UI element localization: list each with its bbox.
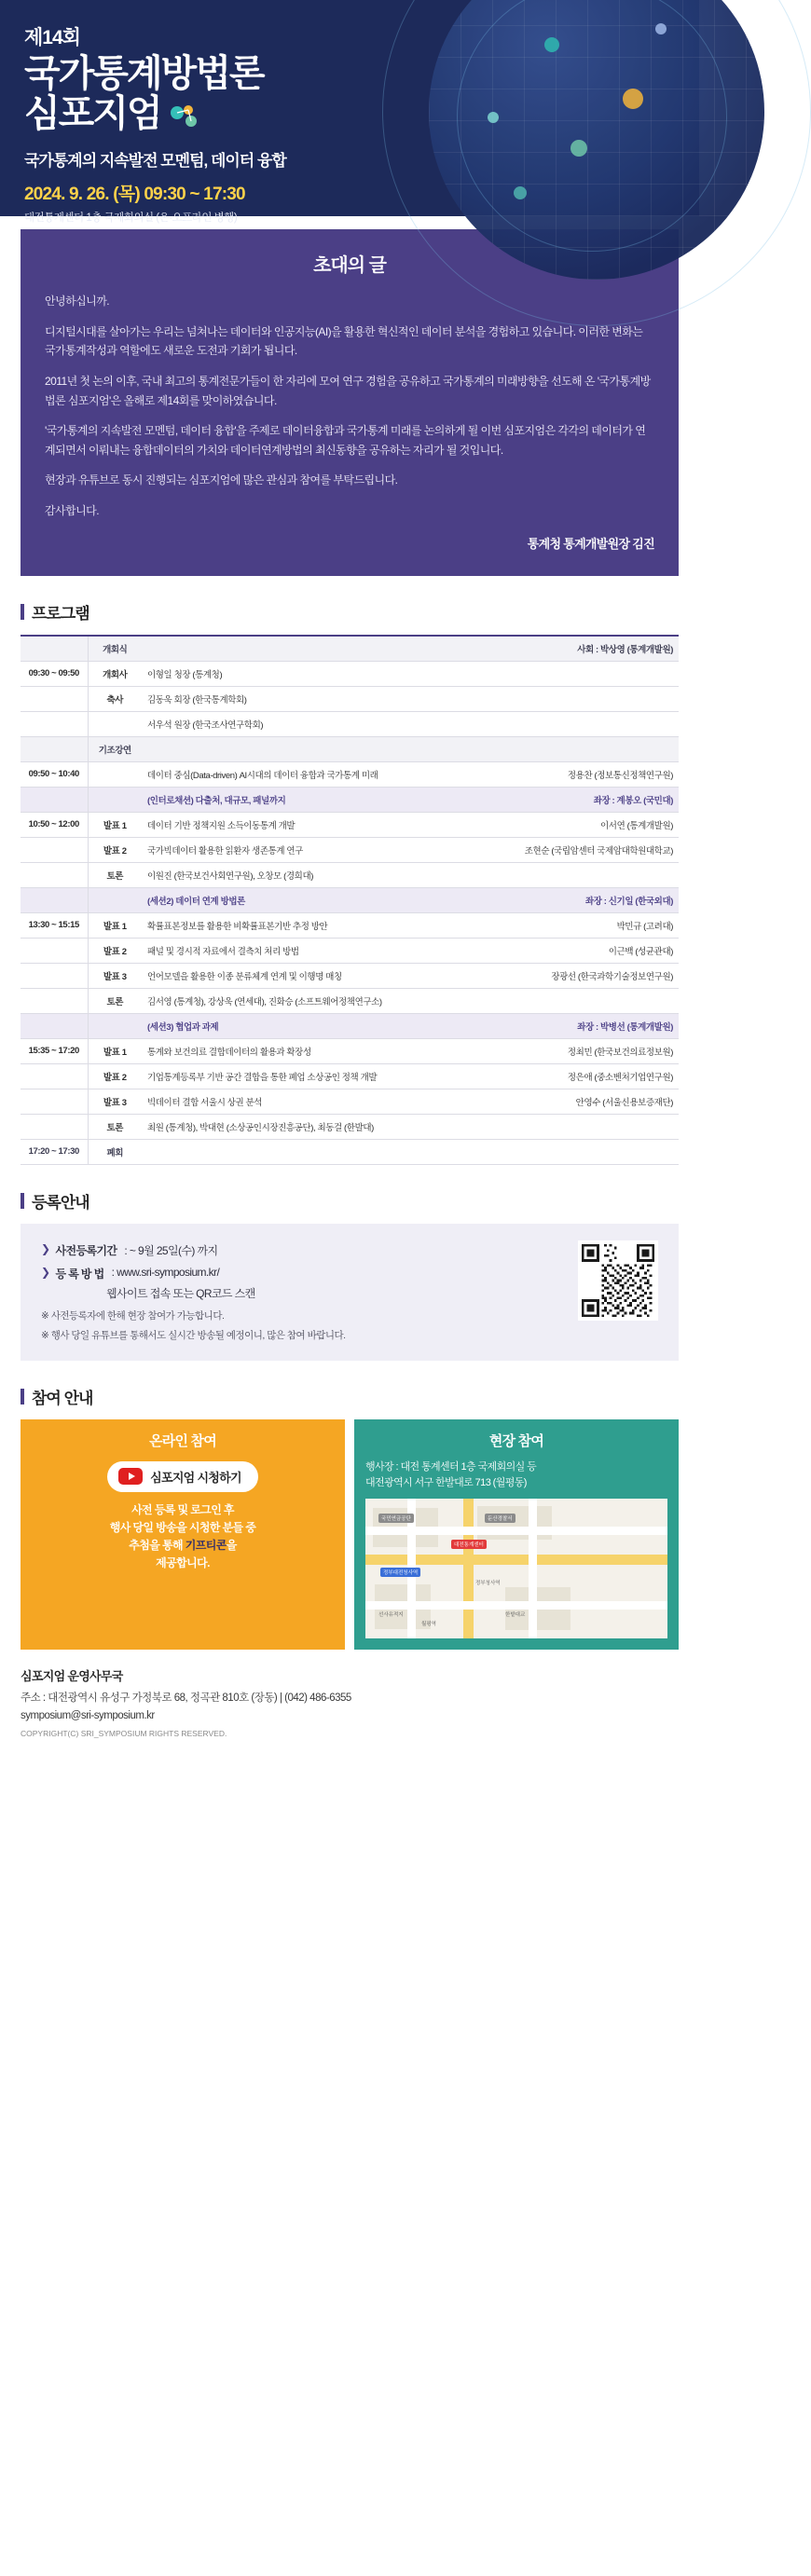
- chevron-right-icon: ❯: [41, 1241, 50, 1255]
- registration-note-2: ※ 행사 당일 유튜브를 통해서도 실시간 방송될 예정이니, 많은 참여 바랍니다.: [41, 1329, 346, 1341]
- program-time: [21, 988, 88, 1013]
- program-time: [21, 711, 88, 736]
- online-desc-line2: 행사 당일 방송을 시청한 분들 중: [109, 1520, 256, 1534]
- map-pin-venue: 대전통계센터: [451, 1540, 487, 1549]
- table-row: [21, 1038, 679, 1063]
- program-time: [21, 1089, 88, 1114]
- registration-period-line: [41, 1242, 658, 1258]
- registration-method-line2: [41, 1285, 658, 1301]
- program-tag: [88, 887, 142, 912]
- section-accent-bar: [21, 1193, 24, 1209]
- online-desc-line3: [34, 1537, 332, 1555]
- program-tag: [88, 1013, 142, 1038]
- qr-code-image: [582, 1244, 654, 1317]
- table-row: [21, 1114, 679, 1139]
- program-time: [21, 862, 88, 887]
- table-row: [21, 787, 679, 812]
- hero-banner: [0, 0, 699, 225]
- program-tag: 발표 2: [88, 1063, 142, 1089]
- table-row: [21, 812, 679, 837]
- program-time: 10:50 ~ 12:00: [21, 812, 88, 837]
- online-desc-line1: 사전 등록 및 로그인 후: [131, 1502, 234, 1516]
- program-title-text: 프로그램: [32, 604, 89, 623]
- poster-title-line1: 국가통계방법론: [24, 53, 264, 94]
- program-time: [21, 1013, 88, 1038]
- footer-copyright: COPYRIGHT(C) SRI_SYMPOSIUM RIGHTS RESERVED.: [21, 1728, 227, 1738]
- program-body: 기업통계등록부 기반 공간 결합을 통한 폐업 소상공인 정책 개발: [142, 1063, 506, 1089]
- chevron-right-icon: ❯: [41, 1265, 50, 1279]
- program-speaker: 장광선 (한국과학기술정보연구원): [506, 963, 679, 988]
- gifticon-highlight: 기프티콘: [185, 1539, 227, 1552]
- onsite-address-line1: 행사장 : 대전 통계센터 1층 국제회의실 등: [365, 1460, 537, 1473]
- program-speaker: 정은애 (중소벤처기업연구원): [506, 1063, 679, 1089]
- program-tag: 토론: [88, 862, 142, 887]
- invitation-paragraph: 감사합니다.: [45, 504, 99, 517]
- program-tag: 발표 2: [88, 938, 142, 963]
- program-time: [21, 938, 88, 963]
- table-row: [21, 1089, 679, 1114]
- table-row: [21, 736, 679, 761]
- program-speaker: 정최민 (한국보건의료정보원): [506, 1038, 679, 1063]
- participation-section-title: [21, 1385, 699, 1408]
- invitation-paragraph: 안녕하십니까.: [45, 295, 110, 308]
- table-row: [21, 887, 679, 912]
- program-tag: 축사: [88, 686, 142, 711]
- online-desc-line3-pre: 추첨을 통해: [129, 1539, 186, 1552]
- program-tag: 개회사: [88, 661, 142, 686]
- program-time: [21, 1114, 88, 1139]
- onsite-card-title: 현장 참여: [488, 1432, 544, 1449]
- program-body: 이형일 청장 (통계청): [142, 661, 506, 686]
- footer-address: 주소 : 대전광역시 유성구 가정북로 68, 정곡관 810호 (장동) | (042) 486-6355: [21, 1692, 351, 1704]
- program-body: 빅데이터 결합 서울시 상권 분석: [142, 1089, 506, 1114]
- program-time: [21, 637, 88, 662]
- program-tag: [88, 711, 142, 736]
- program-speaker: [506, 661, 679, 686]
- program-time: 13:30 ~ 15:15: [21, 912, 88, 938]
- program-speaker: [506, 686, 679, 711]
- participation-title-text: 참여 안내: [32, 1389, 93, 1407]
- table-row: [21, 988, 679, 1013]
- program-body: 서우석 원장 (한국조사연구학회): [142, 711, 506, 736]
- participation-cards: [21, 1419, 679, 1650]
- registration-method-line: [41, 1266, 658, 1281]
- section-accent-bar: [21, 1389, 24, 1404]
- registration-method-value2: 웹사이트 접속 또는 QR코드 스캔: [106, 1286, 255, 1300]
- program-body: 김서영 (통계청), 강상욱 (연세대), 진화승 (소프트웨어정책연구소): [142, 988, 506, 1013]
- edition-label: 제14회: [24, 27, 80, 48]
- program-body: (세션3) 협업과 과제: [142, 1013, 506, 1038]
- program-speaker: 조현순 (국립암센터 국제암대학원대학교): [506, 837, 679, 862]
- invitation-paragraph: '국가통계의 지속발전 모멘텀, 데이터 융합'을 주제로 데이터융합과 국가통계 미래를 논의하게 될 이번 심포지엄은 각각의 데이터가 연계되면서 이뤄내는 융합데이터의 가치와 데이터연계방법의 최신동향을 공유하는 자리가 될 것입니다.: [45, 424, 646, 457]
- map-label: 선사유적지: [378, 1611, 404, 1618]
- table-row: [21, 837, 679, 862]
- invitation-paragraph: 2011년 첫 논의 이후, 국내 최고의 통계전문가들이 한 자리에 모여 연구 경험을 공유하고 국가통계의 미래방향을 선도해 온 '국가통계방법론 심포지엄'은 올해로 제14회를 맞이하였습니다.: [45, 374, 651, 407]
- event-place: 대전통계센터 1층 국제회의실 (온·오프라인 병행): [24, 212, 238, 225]
- section-accent-bar: [21, 604, 24, 620]
- footer-email[interactable]: symposium@sri-symposium.kr: [21, 1709, 155, 1721]
- registration-note-1: ※ 사전등록자에 한해 현장 참여가 가능합니다.: [41, 1309, 225, 1322]
- table-row: [21, 1139, 679, 1164]
- program-speaker: 사회 : 박상영 (통계개발원): [506, 637, 679, 662]
- registration-box: [21, 1224, 679, 1361]
- program-body: 최원 (통계청), 박대현 (소상공인시장진흥공단), 최동걸 (한발대): [142, 1114, 506, 1139]
- registration-period-value: : ~ 9월 25일(수) 까지: [124, 1243, 218, 1257]
- online-card-description: [34, 1501, 332, 1573]
- program-speaker: 박민규 (고려대): [506, 912, 679, 938]
- poster-title-line2: 심포지엄: [24, 93, 161, 135]
- watch-button-label: 심포지엄 시청하기: [150, 1470, 241, 1485]
- watch-symposium-button[interactable]: [107, 1461, 258, 1492]
- program-speaker: 이서연 (통계개발원): [506, 812, 679, 837]
- onsite-card-body: [354, 1459, 679, 1650]
- program-tag: 발표 3: [88, 1089, 142, 1114]
- online-card-title: 온라인 참여: [149, 1432, 216, 1449]
- program-tag: 기조강연: [88, 736, 142, 761]
- program-time: 09:30 ~ 09:50: [21, 661, 88, 686]
- table-row: [21, 1063, 679, 1089]
- table-row: [21, 637, 679, 662]
- map-highway: [463, 1499, 474, 1638]
- invitation-heading: 초대의 글: [313, 255, 386, 276]
- program-body: 국가빅데이터 활용한 읽환자 생존통계 연구: [142, 837, 506, 862]
- program-time: [21, 963, 88, 988]
- program-speaker: [506, 711, 679, 736]
- hero-content: [0, 0, 699, 225]
- program-speaker: 좌장 : 계봉오 (국민대): [506, 787, 679, 812]
- program-tag: 발표 1: [88, 812, 142, 837]
- map-label: 정부청사역: [475, 1580, 501, 1586]
- online-desc-line3-post: 을: [226, 1539, 237, 1552]
- program-speaker: [506, 1114, 679, 1139]
- invitation-signature: 통계청 통계개발원장 김진: [527, 536, 654, 551]
- qr-code[interactable]: [578, 1240, 658, 1321]
- program-speaker: [506, 736, 679, 761]
- table-row: [21, 661, 679, 686]
- invitation-paragraph: 현장과 유튜브로 동시 진행되는 심포지엄에 많은 관심과 참여를 부탁드립니다.: [45, 473, 398, 487]
- registration-title-text: 등록안내: [32, 1193, 89, 1212]
- program-tag: [88, 787, 142, 812]
- map-pin-landmark: 국민연금공단: [378, 1514, 414, 1523]
- onsite-address: [365, 1459, 667, 1491]
- program-body: 언어모델을 활용한 이종 분류체계 연계 및 이행명 매칭: [142, 963, 506, 988]
- onsite-address-line2: 대전광역시 서구 한발대로 713 (월평동): [365, 1476, 527, 1488]
- table-row: [21, 912, 679, 938]
- registration-period-label: 사전등록기간: [55, 1243, 117, 1257]
- table-row: [21, 938, 679, 963]
- map-label: 월평역: [421, 1621, 436, 1627]
- program-body: 확률표본정보를 활용한 비확률표본기반 추정 방안: [142, 912, 506, 938]
- program-speaker: [506, 988, 679, 1013]
- program-tag: 개회식: [88, 637, 142, 662]
- program-time: [21, 1063, 88, 1089]
- program-tag: 토론: [88, 988, 142, 1013]
- program-body: [142, 1139, 506, 1164]
- program-tag: [88, 761, 142, 787]
- onsite-participation-card: [354, 1419, 679, 1650]
- online-card-body: [21, 1459, 345, 1590]
- invitation-paragraph: 디지털시대를 살아가는 우리는 넘쳐나는 데이터와 인공지능(AI)을 활용한 혁신적인 데이터 분석을 경험하고 있습니다. 이러한 변화는 국가통계작성과 역할에도 새로운 도전과 기회가 됩니다.: [45, 324, 643, 358]
- program-body: [142, 736, 506, 761]
- program-body: 데이터 기반 정책지원 소득이동통계 개발: [142, 812, 506, 837]
- program-tag: 토론: [88, 1114, 142, 1139]
- footer: [21, 1666, 679, 1755]
- venue-map[interactable]: [365, 1499, 667, 1638]
- program-tag: 발표 1: [88, 912, 142, 938]
- online-participation-card: [21, 1419, 345, 1650]
- program-body: 통계와 보건의료 결합데이터의 활용과 확장성: [142, 1038, 506, 1063]
- program-speaker: 정용찬 (정보통신정책연구원): [506, 761, 679, 787]
- map-pin-landmark: 둔산경찰서: [485, 1514, 515, 1523]
- program-tag: 발표 1: [88, 1038, 142, 1063]
- table-row: [21, 686, 679, 711]
- program-speaker: 안영수 (서울신용보증재단): [506, 1089, 679, 1114]
- registration-url[interactable]: : www.sri-symposium.kr/: [111, 1265, 220, 1279]
- poster-subtitle: 국가통계의 지속발전 모멘텀, 데이터 융합: [24, 152, 286, 171]
- table-row: [21, 963, 679, 988]
- online-desc-line4: 제공합니다.: [156, 1556, 210, 1570]
- program-body: [142, 637, 506, 662]
- event-date: 2024. 9. 26. (목) 09:30 ~ 17:30: [24, 185, 245, 205]
- program-time: [21, 887, 88, 912]
- program-section-title: [21, 600, 699, 623]
- program-table: [21, 637, 679, 1165]
- program-body: 김동욱 회장 (한국통계학회): [142, 686, 506, 711]
- program-body: 이원진 (한국보건사회연구원), 오창모 (경희대): [142, 862, 506, 887]
- program-time: 15:35 ~ 17:20: [21, 1038, 88, 1063]
- program-body: 패널 및 경시적 자료에서 결측치 처리 방법: [142, 938, 506, 963]
- program-speaker: 좌장 : 박병선 (통계개발원): [506, 1013, 679, 1038]
- registration-method-label: 등 록 방 법: [55, 1267, 104, 1281]
- program-time: 17:20 ~ 17:30: [21, 1139, 88, 1164]
- program-body: 데이터 중심(Data-driven) AI시대의 데이터 융합과 국가통계 미래: [142, 761, 506, 787]
- program-time: [21, 837, 88, 862]
- footer-office: 심포지엄 운영사무국: [21, 1668, 123, 1683]
- program-body: (세션2) 데이터 연계 방법론: [142, 887, 506, 912]
- table-row: [21, 862, 679, 887]
- program-speaker: 좌장 : 신기일 (한국외대): [506, 887, 679, 912]
- program-time: [21, 787, 88, 812]
- map-label: 한밭대교: [505, 1611, 526, 1618]
- program-time: [21, 686, 88, 711]
- symposium-logo-icon: [169, 102, 200, 130]
- program-speaker: [506, 862, 679, 887]
- map-pin-station: 정부대전청사역: [380, 1568, 420, 1577]
- program-tag: 발표 2: [88, 837, 142, 862]
- table-row: [21, 711, 679, 736]
- program-speaker: 이근백 (성균관대): [506, 938, 679, 963]
- program-speaker: [506, 1139, 679, 1164]
- program-body: (인터로채션) 다출처, 대규모, 패널까지: [142, 787, 506, 812]
- table-row: [21, 761, 679, 787]
- program-tag: 발표 3: [88, 963, 142, 988]
- program-table-wrap: [21, 635, 679, 1165]
- program-time: [21, 736, 88, 761]
- program-time: 09:50 ~ 10:40: [21, 761, 88, 787]
- table-row: [21, 1013, 679, 1038]
- map-road: [529, 1499, 537, 1638]
- youtube-icon: [118, 1468, 143, 1485]
- program-tag: 폐회: [88, 1139, 142, 1164]
- registration-section-title: [21, 1189, 699, 1213]
